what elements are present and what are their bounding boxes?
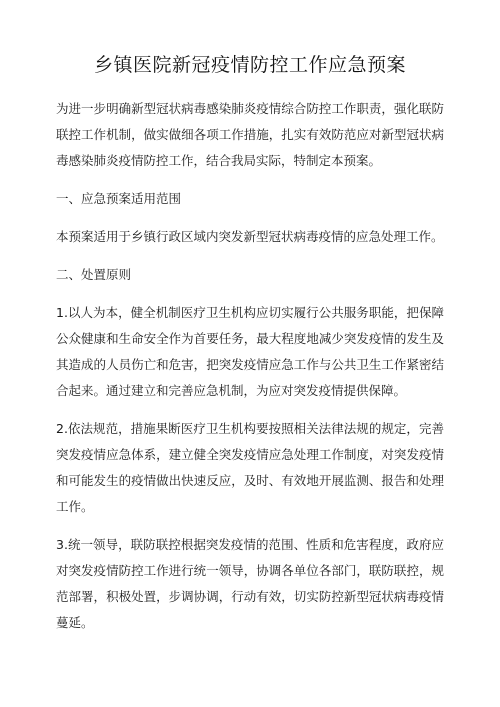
section-heading-principles: 二、处置原则	[56, 267, 132, 282]
intro-paragraph: 为进一步明确新型冠状病毒感染肺炎疫情综合防控工作职责，强化联防联控工作机制，做实做细各项工作措施，扎实有效防范应对新型冠状病毒感染肺炎疫情防控工作，结合我局实际，特制定本预案。	[56, 101, 444, 168]
principle-paragraph-1: 1.以人为本，健全机制医疗卫生机构应切实履行公共服务职能，把保障公众健康和生命安全作为首要任务，最大程度地减少突发疫情的发生及其造成的人员伤亡和危害，把突发疫情应急工作与公共卫生工作紧密结合起来。通过建立和完善应急机制，为应对突发疫情提供保障。	[56, 305, 444, 398]
principle-paragraph-2: 2.依法规范，措施果断医疗卫生机构要按照相关法律法规的规定，完善突发疫情应急体系，建立健全突发疫情应急处理工作制度，对突发疫情和可能发生的疫情做出快速反应，及时、有效地开展监测、报告和处理工作。	[56, 421, 444, 514]
principle-paragraph-3: 3.统一领导，联防联控根据突发疫情的范围、性质和危害程度，政府应对突发疫情防控工作进行统一领导，协调各单位各部门，联防联控，规范部署，积极处置，步调协调，行动有效，切实防控新型冠状病毒疫情蔓延。	[56, 537, 444, 630]
scope-paragraph: 本预案适用于乡镇行政区域内突发新型冠状病毒疫情的应急处理工作。	[56, 229, 444, 244]
section-heading-scope: 一、应急预案适用范围	[56, 191, 182, 206]
document-title: 乡镇医院新冠疫情防控工作应急预案	[93, 54, 406, 76]
